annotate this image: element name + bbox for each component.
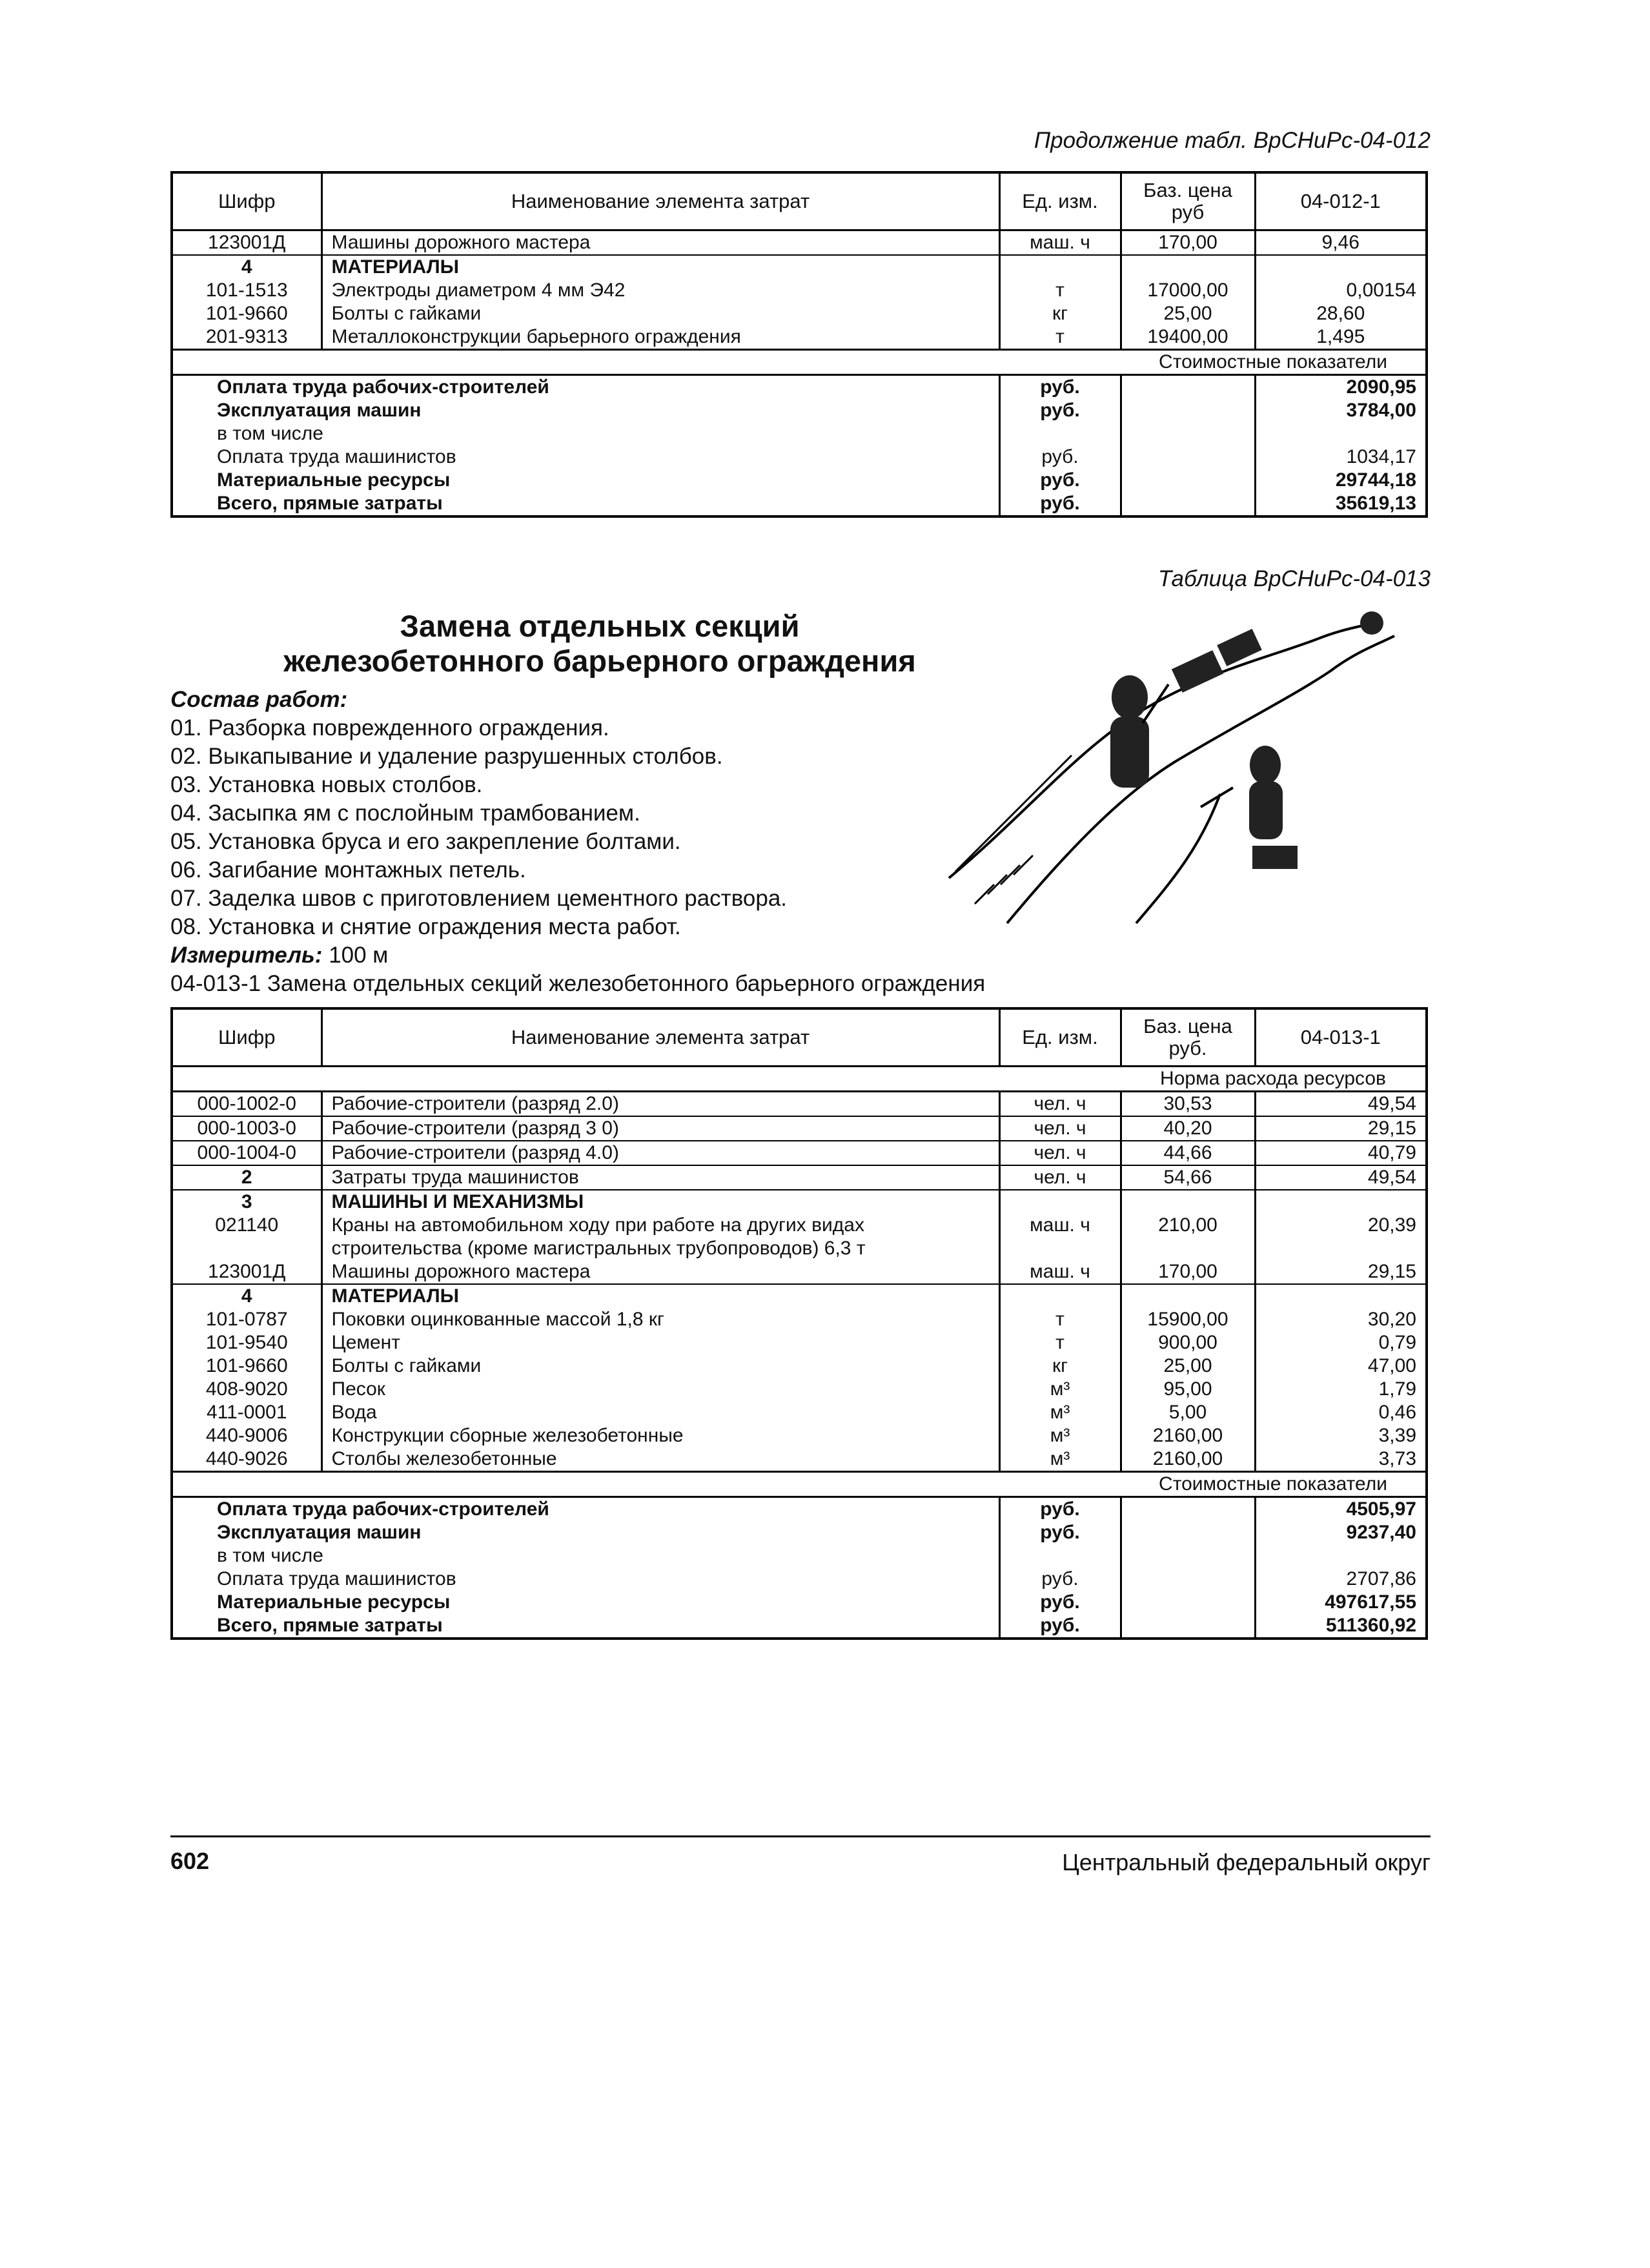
- cell-code: 408-9020: [172, 1378, 321, 1401]
- summary-unit: руб.: [999, 1497, 1121, 1522]
- title-line-1: Замена отдельных секций: [400, 609, 800, 643]
- measure-line: [170, 941, 1139, 970]
- header-name: Наименование элемента затрат: [321, 172, 999, 230]
- summary-name: Эксплуатация машин: [172, 1521, 999, 1544]
- cell-code: 101-9660: [172, 302, 321, 325]
- cell-value: 29,15: [1255, 1116, 1427, 1141]
- work-item: 01. Разборка поврежденного ограждения.: [170, 715, 609, 741]
- cell-price: 25,00: [1121, 302, 1255, 325]
- section-row: [172, 1067, 1427, 1092]
- summary-unit: руб.: [999, 469, 1121, 492]
- work-item: 08. Установка и снятие ограждения места работ.: [170, 914, 681, 939]
- cell-code: 000-1004-0: [172, 1141, 321, 1165]
- top-table-caption: Продолжение табл. ВрСНиРс-04-012: [1034, 128, 1431, 153]
- work-item: 06. Загибание монтажных петель.: [170, 857, 526, 883]
- cell-unit: м³: [999, 1424, 1121, 1447]
- table-row: [172, 1354, 1427, 1378]
- summary-name: Оплата труда рабочих-строителей: [172, 1497, 999, 1522]
- summary-row: [172, 422, 1427, 445]
- cell-unit: чел. ч: [999, 1141, 1121, 1165]
- cell-name: Столбы железобетонные: [321, 1447, 999, 1472]
- work-item: 04. Засыпка ям с послойным трамбованием.: [170, 801, 640, 826]
- summary-name: Всего, прямые затраты: [172, 1614, 999, 1639]
- cell-name: Рабочие-строители (разряд 3 0): [321, 1116, 999, 1141]
- table-row: [172, 1165, 1427, 1190]
- summary-value: 1034,17: [1255, 445, 1427, 469]
- cell-unit: чел. ч: [999, 1165, 1121, 1190]
- header-unit: Ед. изм.: [999, 1008, 1121, 1067]
- cell-price: 5,00: [1121, 1401, 1255, 1424]
- summary-row: [172, 1544, 1427, 1568]
- section-row: [172, 350, 1427, 375]
- table-row: [172, 1447, 1427, 1472]
- footer-rule: [170, 1835, 1431, 1837]
- summary-unit: руб.: [999, 492, 1121, 516]
- table-row: [172, 1190, 1427, 1214]
- table-row: [172, 279, 1427, 302]
- cell-code: 000-1002-0: [172, 1092, 321, 1117]
- table-row: [172, 1092, 1427, 1117]
- work-item: 02. Выкапывание и удаление разрушенных столбов.: [170, 744, 723, 769]
- header-item: 04-012-1: [1255, 172, 1427, 230]
- header-price: Баз. цена руб: [1121, 172, 1255, 230]
- summary-row: [172, 1614, 1427, 1639]
- cell-value: 1,495: [1255, 325, 1427, 350]
- cell-price: 44,66: [1121, 1141, 1255, 1165]
- measure-value: 100 м: [329, 943, 389, 968]
- cell-code: 4: [172, 255, 321, 279]
- table-caption: Таблица ВрСНиРс-04-013: [1157, 566, 1431, 591]
- summary-row: [172, 375, 1427, 400]
- cell-price: 30,53: [1121, 1092, 1255, 1117]
- cell-code: 440-9026: [172, 1447, 321, 1472]
- page-number: 602: [170, 1848, 210, 1874]
- cell-value: 9,46: [1255, 230, 1427, 256]
- cell-value: 3,39: [1255, 1424, 1427, 1447]
- summary-name: Оплата труда машинистов: [172, 445, 999, 469]
- summary-name: Оплата труда машинистов: [172, 1568, 999, 1591]
- top-cost-table: [170, 171, 1428, 518]
- table-row: [172, 1424, 1427, 1447]
- cell-price: 210,00: [1121, 1214, 1255, 1237]
- header-name: Наименование элемента затрат: [321, 1008, 999, 1067]
- cell-price: 17000,00: [1121, 279, 1255, 302]
- summary-value: 4505,97: [1255, 1497, 1427, 1522]
- cell-code: 021140: [172, 1214, 321, 1237]
- cell-unit: м³: [999, 1378, 1121, 1401]
- header-item: 04-013-1: [1255, 1008, 1427, 1067]
- top-table-header: [172, 172, 1427, 230]
- cell-value: 30,20: [1255, 1308, 1427, 1331]
- cell-unit: маш. ч: [999, 1260, 1121, 1284]
- cell-value: 29,15: [1255, 1260, 1427, 1284]
- cell-code: 101-0787: [172, 1308, 321, 1331]
- cell-code: 101-9660: [172, 1354, 321, 1378]
- cell-name: Вода: [321, 1401, 999, 1424]
- work-item: 03. Установка новых столбов.: [170, 772, 483, 797]
- summary-name: в том числе: [172, 422, 999, 445]
- summary-name: Материальные ресурсы: [172, 1591, 999, 1614]
- table-row: [172, 302, 1427, 325]
- cell-price: 2160,00: [1121, 1447, 1255, 1472]
- cell-code: 123001Д: [172, 1260, 321, 1284]
- cell-code: 201-9313: [172, 325, 321, 350]
- cell-value: 0,00154: [1255, 279, 1427, 302]
- cell-value: 0,46: [1255, 1401, 1427, 1424]
- cell-name: строительства (кроме магистральных трубопроводов) 6,3 т: [321, 1237, 999, 1260]
- summary-name: Оплата труда рабочих-строителей: [172, 375, 999, 400]
- cell-value: 20,39: [1255, 1214, 1427, 1237]
- cell-code: 440-9006: [172, 1424, 321, 1447]
- table-row: [172, 1331, 1427, 1354]
- table-row: [172, 1141, 1427, 1165]
- summary-name: Всего, прямые затраты: [172, 492, 999, 516]
- cell-name: Рабочие-строители (разряд 2.0): [321, 1092, 999, 1117]
- work-label: Состав работ:: [170, 687, 348, 712]
- cell-name: МАТЕРИАЛЫ: [321, 255, 999, 279]
- cell-name: Электроды диаметром 4 мм Э42: [321, 279, 999, 302]
- table-row: [172, 325, 1427, 350]
- table-row: [172, 230, 1427, 256]
- cell-price: 40,20: [1121, 1116, 1255, 1141]
- cell-price: 170,00: [1121, 230, 1255, 256]
- summary-row: [172, 445, 1427, 469]
- cell-unit: т: [999, 1331, 1121, 1354]
- cell-unit: маш. ч: [999, 230, 1121, 256]
- cell-unit: т: [999, 279, 1121, 302]
- summary-row: [172, 492, 1427, 516]
- cell-value: 28,60: [1255, 302, 1427, 325]
- table-row: [172, 1308, 1427, 1331]
- section-label: Стоимостные показатели: [1121, 350, 1427, 375]
- cell-price: 95,00: [1121, 1378, 1255, 1401]
- summary-value: 2707,86: [1255, 1568, 1427, 1591]
- cell-name: Болты с гайками: [321, 1354, 999, 1378]
- summary-value: 35619,13: [1255, 492, 1427, 516]
- bottom-table-header: [172, 1008, 1427, 1067]
- cell-code: 101-9540: [172, 1331, 321, 1354]
- section-row: [172, 1472, 1427, 1497]
- cell-unit: т: [999, 325, 1121, 350]
- cell-unit: т: [999, 1308, 1121, 1331]
- cell-unit: чел. ч: [999, 1092, 1121, 1117]
- summary-unit: руб.: [999, 399, 1121, 422]
- summary-row: [172, 399, 1427, 422]
- road-barrier-illustration: [930, 600, 1433, 936]
- cell-price: 25,00: [1121, 1354, 1255, 1378]
- summary-value: 511360,92: [1255, 1614, 1427, 1639]
- norm-label: Норма расхода ресурсов: [1121, 1067, 1427, 1092]
- cell-name: Металлоконструкции барьерного ограждения: [321, 325, 999, 350]
- cell-name: Песок: [321, 1378, 999, 1401]
- table-row: [172, 1260, 1427, 1284]
- summary-unit: руб.: [999, 1521, 1121, 1544]
- cell-unit: м³: [999, 1447, 1121, 1472]
- summary-unit: руб.: [999, 1614, 1121, 1639]
- cell-name: Затраты труда машинистов: [321, 1165, 999, 1190]
- cell-code: 411-0001: [172, 1401, 321, 1424]
- section-title: [170, 609, 1029, 679]
- work-item: 05. Установка бруса и его закрепление болтами.: [170, 829, 681, 854]
- summary-unit: руб.: [999, 375, 1121, 400]
- cell-price: 900,00: [1121, 1331, 1255, 1354]
- cell-value: 0,79: [1255, 1331, 1427, 1354]
- header-code: Шифр: [172, 1008, 321, 1067]
- cell-price: 19400,00: [1121, 325, 1255, 350]
- measure-label: Измеритель:: [170, 943, 323, 968]
- item-line: 04-013-1 Замена отдельных секций железобетонного барьерного ограждения: [170, 971, 986, 996]
- table-row: [172, 1284, 1427, 1308]
- cell-name: МАШИНЫ И МЕХАНИЗМЫ: [321, 1190, 999, 1214]
- cell-price: 170,00: [1121, 1260, 1255, 1284]
- table-row: [172, 255, 1427, 279]
- cell-unit: маш. ч: [999, 1214, 1121, 1237]
- cell-price: 54,66: [1121, 1165, 1255, 1190]
- summary-name: Материальные ресурсы: [172, 469, 999, 492]
- cell-code: 000-1003-0: [172, 1116, 321, 1141]
- cell-name: Машины дорожного мастера: [321, 230, 999, 256]
- cell-value: 3,73: [1255, 1447, 1427, 1472]
- summary-value: 9237,40: [1255, 1521, 1427, 1544]
- cell-value: 40,79: [1255, 1141, 1427, 1165]
- cell-unit: м³: [999, 1401, 1121, 1424]
- cell-value: 47,00: [1255, 1354, 1427, 1378]
- cell-name: Конструкции сборные железобетонные: [321, 1424, 999, 1447]
- cell-name: МАТЕРИАЛЫ: [321, 1284, 999, 1308]
- table-row: [172, 1214, 1427, 1237]
- cell-unit: кг: [999, 1354, 1121, 1378]
- cell-code: 101-1513: [172, 279, 321, 302]
- cell-price: 15900,00: [1121, 1308, 1255, 1331]
- footer-region: Центральный федеральный округ: [1062, 1849, 1431, 1875]
- cell-price: 2160,00: [1121, 1424, 1255, 1447]
- bottom-cost-table: [170, 1007, 1428, 1640]
- cell-code: 2: [172, 1165, 321, 1190]
- table-row: [172, 1116, 1427, 1141]
- cell-name: Краны на автомобильном ходу при работе на других видах: [321, 1214, 999, 1237]
- section-label: Стоимостные показатели: [1121, 1472, 1427, 1497]
- summary-unit: руб.: [999, 1591, 1121, 1614]
- cell-name: Болты с гайками: [321, 302, 999, 325]
- summary-value: 497617,55: [1255, 1591, 1427, 1614]
- header-price: Баз. цена руб.: [1121, 1008, 1255, 1067]
- cell-value: 49,54: [1255, 1165, 1427, 1190]
- cell-code: 3: [172, 1190, 321, 1214]
- summary-name: Эксплуатация машин: [172, 399, 999, 422]
- cell-unit: чел. ч: [999, 1116, 1121, 1141]
- summary-row: [172, 1497, 1427, 1522]
- cell-value: 49,54: [1255, 1092, 1427, 1117]
- cell-value: 1,79: [1255, 1378, 1427, 1401]
- cell-name: Машины дорожного мастера: [321, 1260, 999, 1284]
- cell-code: 4: [172, 1284, 321, 1308]
- summary-row: [172, 1521, 1427, 1544]
- summary-row: [172, 1591, 1427, 1614]
- table-row: [172, 1378, 1427, 1401]
- summary-row: [172, 469, 1427, 492]
- summary-unit: руб.: [999, 1568, 1121, 1591]
- table-row: [172, 1237, 1427, 1260]
- header-code: Шифр: [172, 172, 321, 230]
- cell-name: Поковки оцинкованные массой 1,8 кг: [321, 1308, 999, 1331]
- summary-unit: руб.: [999, 445, 1121, 469]
- summary-value: 29744,18: [1255, 469, 1427, 492]
- work-item: 07. Заделка швов с приготовлением цементного раствора.: [170, 886, 788, 911]
- cell-code: 123001Д: [172, 230, 321, 256]
- summary-name: в том числе: [172, 1544, 999, 1568]
- summary-value: 3784,00: [1255, 399, 1427, 422]
- cell-name: Цемент: [321, 1331, 999, 1354]
- summary-row: [172, 1568, 1427, 1591]
- summary-value: 2090,95: [1255, 375, 1427, 400]
- cell-unit: кг: [999, 302, 1121, 325]
- table-row: [172, 1401, 1427, 1424]
- title-line-2: железобетонного барьерного ограждения: [283, 644, 916, 678]
- header-unit: Ед. изм.: [999, 172, 1121, 230]
- cell-name: Рабочие-строители (разряд 4.0): [321, 1141, 999, 1165]
